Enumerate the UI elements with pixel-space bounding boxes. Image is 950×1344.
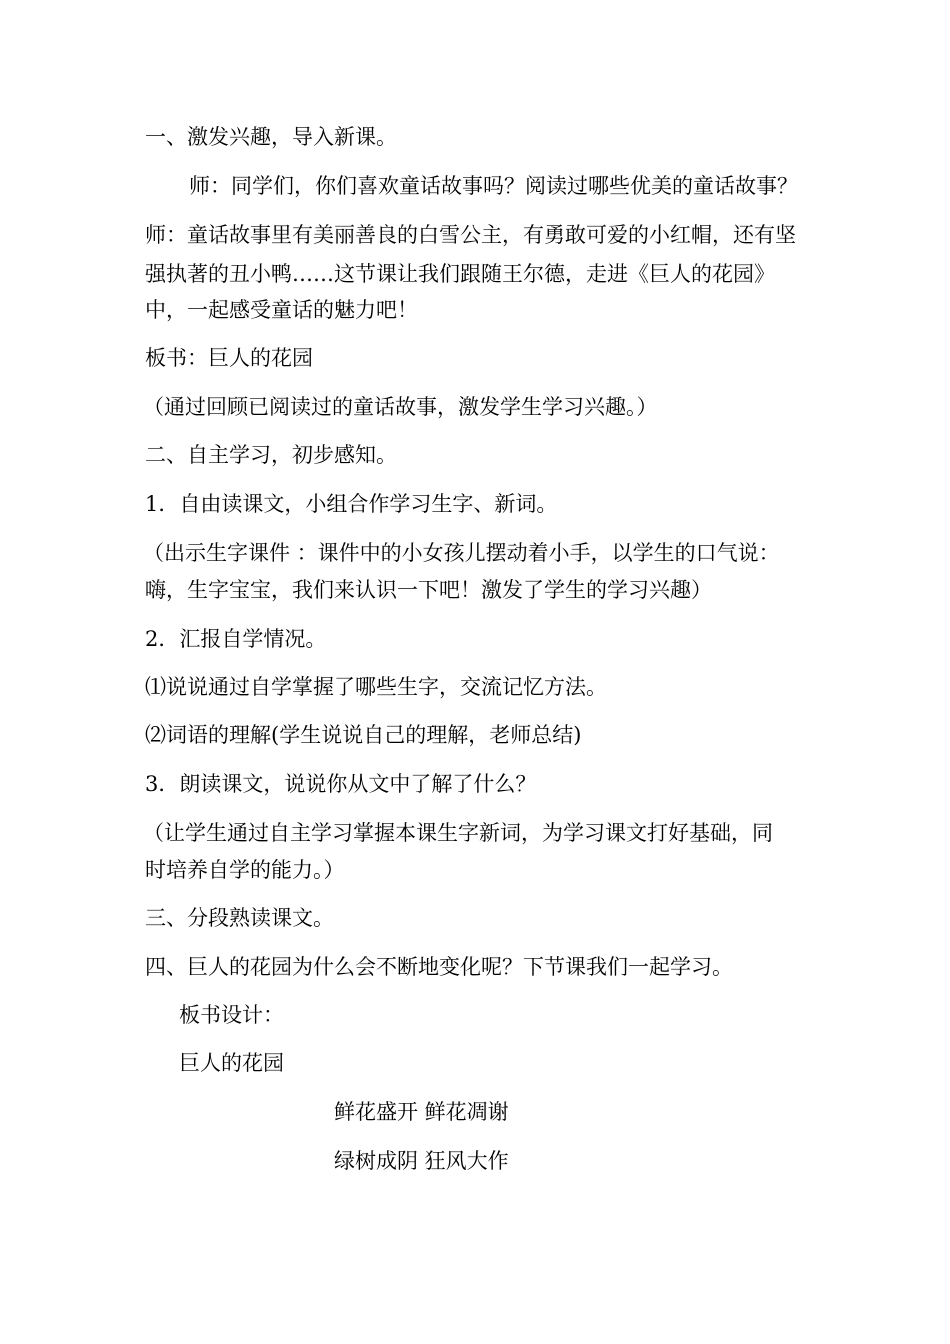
board-design-row-1: 鲜花盛开 鲜花凋谢: [334, 1100, 509, 1124]
note-3-line-1: （让学生通过自主学习掌握本课生字新词，为学习课文打好基础，同: [143, 821, 773, 845]
teacher-intro-line-2: 强执著的丑小鸭……这节课让我们跟随王尔德，走进《巨人的花园》: [145, 262, 775, 286]
section-heading-1: 一、激发兴趣，导入新课。: [145, 125, 397, 149]
board-design-row-2: 绿树成阴 狂风大作: [334, 1149, 509, 1173]
note-2-line-2: 嗨，生字宝宝，我们来认识一下吧！激发了学生的学习兴趣）: [145, 578, 712, 602]
substep-2: ⑵词语的理解(学生说说自己的理解，老师总结): [145, 723, 582, 747]
section-heading-4: 四、巨人的花园为什么会不断地变化呢？下节课我们一起学习。: [145, 955, 733, 979]
board-design-title: 巨人的花园: [179, 1051, 284, 1075]
note-2-line-1: （出示生字课件 ：课件中的小女孩儿摆动着小手，以学生的口气说：: [143, 541, 780, 565]
section-heading-3: 三、分段熟读课文。: [145, 906, 334, 930]
teacher-question: 师：同学们，你们喜欢童话故事吗？阅读过哪些优美的童话故事？: [189, 174, 798, 198]
board-writing-title: 板书：巨人的花园: [145, 346, 313, 370]
substep-1: ⑴说说通过自学掌握了哪些生字，交流记忆方法。: [145, 675, 607, 699]
section-heading-2: 二、自主学习，初步感知。: [145, 443, 397, 467]
note-1: （通过回顾已阅读过的童话故事，激发学生学习兴趣。）: [143, 395, 658, 419]
note-3-line-2: 时培养自学的能力。）: [145, 858, 345, 882]
step-1: 1．自由读课文，小组合作学习生字、新词。: [145, 492, 558, 516]
teacher-intro-line-3: 中，一起感受童话的魅力吧！: [145, 298, 418, 322]
step-3: 3．朗读课文，说说你从文中了解了什么？: [145, 772, 537, 796]
step-2: 2．汇报自学情况。: [145, 627, 327, 651]
teacher-intro-line-1: 师：童话故事里有美丽善良的白雪公主，有勇敢可爱的小红帽，还有坚: [145, 223, 796, 247]
board-design-label: 板书设计：: [179, 1003, 284, 1027]
